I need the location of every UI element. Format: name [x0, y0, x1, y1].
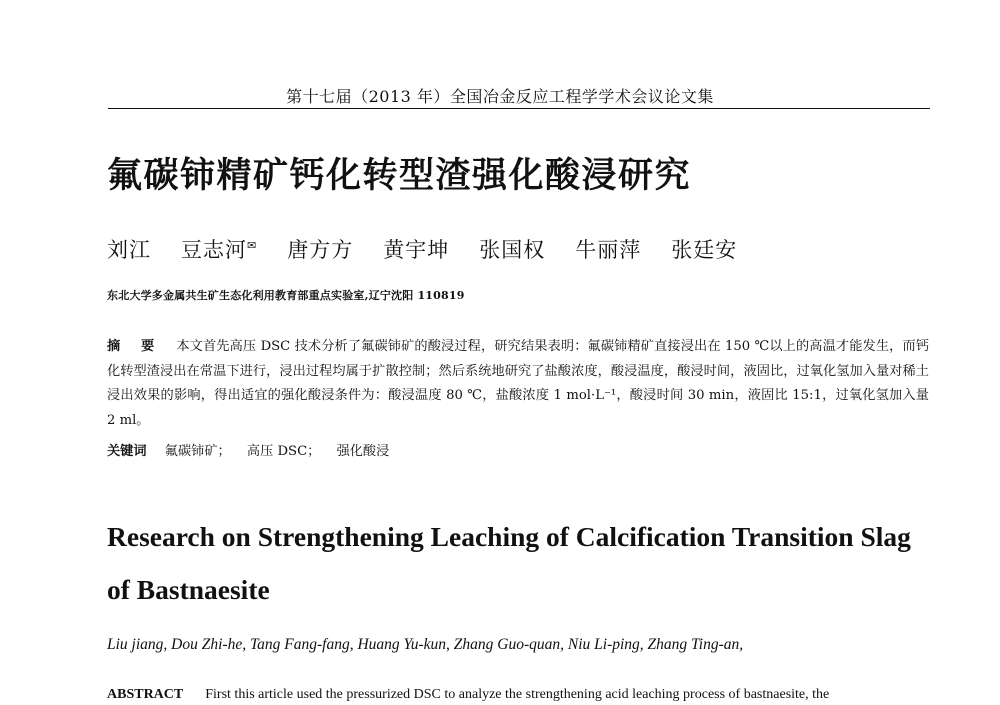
keyword-1: 氟碳铈矿； — [164, 444, 231, 459]
author-3: 唐方方 — [287, 238, 354, 262]
corresponding-author-mail-icon: ✉ — [247, 239, 258, 252]
chinese-title: 氟碳铈精矿钙化转型渣强化酸浸研究 — [107, 156, 692, 196]
keyword-3: 强化酸浸 — [336, 444, 390, 459]
english-abstract-text: First this article used the pressurized DSC to analyze the strengthening acid leaching process of bastnaesite, the — [205, 687, 830, 702]
header-rule — [108, 108, 930, 109]
abstract-text: 本文首先高压 DSC 技术分析了氟碳铈矿的酸浸过程，研究结果表明：氟碳铈精矿直接浸出在 150 ℃以上的高温才能发生，而钙化转型渣浸出在常温下进行，浸出过程均属于扩散控制；然后系统地研究了盐酸浓度，酸浸温度，酸浸时间，液固比，过氧化氢加入量对稀土浸出效果的影响，得出适宜的强化酸浸条件为：酸浸温度 80 ℃，盐酸浓度 1 mol·L⁻¹，酸浸时间 30 min，液固比 15:1，过氧化氢加入量 2 ml。 — [107, 339, 930, 428]
chinese-abstract — [107, 335, 929, 433]
author-1: 刘江 — [107, 238, 151, 262]
author-7: 张廷安 — [671, 238, 738, 262]
author-4: 黄宇坤 — [383, 238, 450, 262]
chinese-keywords — [107, 440, 389, 459]
english-abstract-label: ABSTRACT — [107, 687, 184, 702]
chinese-authors — [107, 234, 737, 264]
affiliation: 东北大学多金属共生矿生态化利用教育部重点实验室,辽宁沈阳 110819 — [107, 289, 465, 302]
running-header: 第十七届（2013 年）全国冶金反应工程学学术会议论文集 — [286, 87, 714, 106]
author-5: 张国权 — [479, 238, 546, 262]
english-abstract — [107, 687, 937, 703]
author-6: 牛丽萍 — [575, 238, 642, 262]
author-2: 豆志河✉ — [181, 238, 258, 262]
english-authors: Liu jiang, Dou Zhi-he, Tang Fang-fang, Huang Yu-kun, Zhang Guo-quan, Niu Li-ping, Zhang Ting-an, — [107, 636, 744, 653]
abstract-label: 摘 要 — [107, 339, 163, 354]
keywords-label: 关键词 — [107, 444, 147, 459]
keyword-2: 高压 DSC； — [246, 444, 321, 459]
english-title: Research on Strengthening Leaching of Calcification Transition Slag of Bastnaesite — [107, 521, 911, 605]
